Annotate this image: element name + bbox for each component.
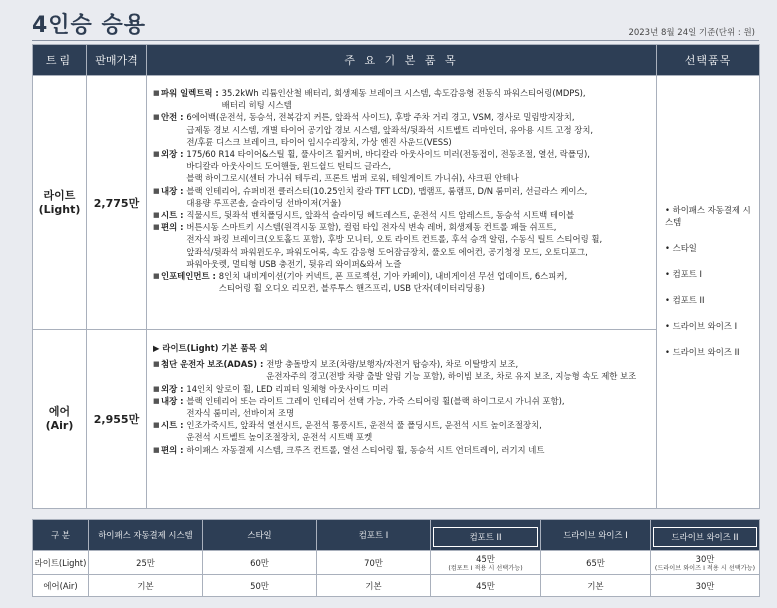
price-col-header: 하이패스 자동결제 시스템 [89,520,203,551]
spec-section [153,111,652,148]
spec-body [186,185,652,209]
spec-line: 버튼시동 스마트키 시스템(원격시동 포함), 컬럼 타입 전자식 변속 레버, 회생제동 컨트롤 패들 쉬프트, [186,222,557,233]
price-cell: 30만 (드라이브 와이즈 I 적용 시 선택가능) [651,551,760,575]
trim-air-sub: (Air) [45,419,74,432]
spec-line: 운전석 시트벨트 높이조절장치, 운전석 시트백 포켓 [186,432,373,443]
spec-body [186,221,652,270]
spec-line: 전자식 룸미러, 선바이저 조명 [186,408,295,419]
price-light: 2,775만 [87,76,147,330]
spec-heading: 첨단 운전자 보조(ADAS) : [161,359,267,370]
bullet-square-icon: ■ [153,384,160,393]
spec-heading: 내장 : [161,395,187,406]
spec-heading: 내장 : [161,185,187,196]
spec-section [153,419,652,443]
spec-section [153,87,652,111]
price-cell: 기본 [317,575,431,597]
spec-section [153,209,652,221]
trim-air-name: 에어 [48,405,71,418]
price-col-header: 컴포트 II [431,520,541,551]
option-item: • 드라이브 와이즈 II [665,347,740,357]
price-col-header: 컴포트 I [317,520,431,551]
spec-line: 6에어백(운전석, 동승석, 전복감지 커튼, 앞좌석 사이드), 후방 주차 거리 경고, VSM, 경사로 밀림방지장치, [186,112,575,123]
spec-section [153,270,652,294]
spec-line: 바디칼라 아웃사이드 도어핸들, 윈드쉴드 틴티드 글라스, [186,161,392,172]
spec-line: 직물시트, 뒷좌석 벤치폴딩시트, 앞좌석 슬라이딩 헤드레스트, 운전석 시트 암레스트, 동승석 시트백 테이블 [186,210,575,221]
spec-body [186,111,652,148]
col-header-options: 선택품목 [657,45,760,76]
price-cell: 65만 [541,551,651,575]
bullet-square-icon: ■ [153,445,160,454]
col-header-specs: 주 요 기 본 품 목 [147,45,657,76]
spec-line: 블랙 인테리어 또는 라이트 그레이 인테리어 선택 가능, 가죽 스티어링 휠(블랙 하이그로시 가니쉬 포함), [186,395,565,406]
price-cell: 기본 [89,575,203,597]
spec-heading: 편의 : [161,444,187,455]
spec-body [186,209,652,221]
spec-line: 배터리 히팅 시스템 [221,100,292,111]
price-note: (드라이브 와이즈 I 적용 시 선택가능) [654,564,756,572]
row-label: 라이트(Light) [33,551,89,575]
option-item: • 하이패스 자동결제 시스템 [665,205,751,227]
spec-body [266,358,652,382]
spec-line: 파워아웃렛, 멀티형 USB 충전기, 뒷유리 와이퍼&와셔 노즐 [186,258,402,269]
spec-line: 8인치 내비게이션(기아 커넥트, 폰 프로젝션, 기아 카페이), 내비게이션 무선 업데이트, 6스피커, [218,271,568,282]
price-cell: 60만 [203,551,317,575]
spec-body [186,444,652,456]
spec-line: 전방 충돌방지 보조(차량/보행자/자전거 탑승자), 차로 이탈방지 보조, [266,359,519,370]
spec-line: 급제동 경보 시스템, 개별 타이어 공기압 경보 시스템, 앞좌석/뒷좌석 시트벨트 리마인더, 유아용 시트 고정 장치, [186,124,594,135]
price-note: (컴포트 I 적용 시 선택가능) [448,564,523,572]
spec-line: 대용량 루프콘솔, 슬라이딩 선바이저(거울) [186,197,342,208]
price-col-header: 드라이브 와이즈 I [541,520,651,551]
title-divider [32,40,759,41]
spec-body [186,148,652,185]
bullet-square-icon: ■ [153,89,160,97]
price-air: 2,955만 [87,330,147,509]
spec-line: 블랙 하이그로시(센터 가니쉬 테두리, 프론트 범퍼 로워, 테일게이트 가니쉬), 샤크핀 안테나 [186,173,519,184]
price-col-header: 구 분 [33,520,89,551]
spec-section [153,395,652,419]
page-title: 4인승 승용 [32,13,146,38]
spec-line: 운전자주의 경고(전방 차량 출발 알림 기능 포함), 하이빔 보조, 차로 유지 보조, 지능형 속도 제한 보조 [266,371,637,382]
spec-line: 인조가죽시트, 앞좌석 열선시트, 운전석 통풍시트, 운전석 풀 폴딩시트, 운전석 시트 높이조절장치, [186,420,542,431]
bullet-square-icon: ■ [153,421,160,430]
price-cell: 기본 [541,575,651,597]
light-specs [147,76,657,330]
spec-line: 14인치 알로이 휠, LED 리피터 일체형 아웃사이드 미러 [186,383,389,394]
spec-line: 전자식 파킹 브레이크(오토홀드 포함), 후방 모니터, 오토 라이트 컨트롤, 후석 승객 알림, 수동식 틸트 스티어링 휠, [186,234,603,245]
bullet-square-icon: ■ [153,150,160,159]
price-cell: 45만 [431,575,541,597]
price-col-header: 드라이브 와이즈 II [651,520,760,551]
spec-body [219,270,652,294]
spec-section [153,185,652,209]
spec-section [153,221,652,270]
trim-air [33,330,87,509]
spec-line: 앞좌석/뒷좌석 파워윈도우, 파워도어록, 속도 감응형 도어잠금장치, 풀오토 에어컨, 공기청정 모드, 오토디포그, [186,246,588,257]
price-cell: 30만 [651,575,760,597]
options-list [657,76,760,509]
price-col-header: 스타일 [203,520,317,551]
trim-light-name: 라이트 [43,188,76,202]
spec-line: 하이패스 자동결제 시스템, 크루즈 컨트롤, 열선 스티어링 휠, 동승석 시트 언더트레이, 러기지 네트 [186,444,545,455]
option-item: • 컴포트 II [665,295,705,305]
option-item: • 드라이브 와이즈 I [665,321,738,331]
price-cell: 70만 [317,551,431,575]
air-specs [147,330,657,509]
spec-heading: 시트 : [161,420,187,431]
spec-line: 전/후륜 디스크 브레이크, 타이어 임시수리장치, 가상 엔진 사운드(VESS) [186,136,452,147]
option-item: • 스타일 [665,243,697,253]
row-label: 에어(Air) [33,575,89,597]
spec-body [186,419,652,443]
bullet-square-icon: ■ [153,272,160,281]
date-note: 2023년 8월 24일 기준(단위 : 원) [628,28,755,38]
col-header-price: 판매가격 [87,45,147,76]
spec-section [153,148,652,185]
spec-body [186,383,652,395]
bullet-square-icon: ■ [153,223,160,232]
bullet-square-icon: ■ [153,186,160,195]
spec-heading: 편의 : [161,222,187,233]
price-cell: 25만 [89,551,203,575]
bullet-square-icon: ■ [153,113,160,122]
option-price-table [32,519,760,597]
spec-body [186,395,652,419]
bullet-square-icon: ■ [153,396,160,405]
spec-heading: 시트 : [161,210,187,221]
price-cell: 50만 [203,575,317,597]
bullet-square-icon: ■ [153,211,160,220]
bullet-square-icon: ■ [153,360,160,369]
spec-line: 블랙 인테리어, 슈퍼비전 클러스터(10.25인치 칼라 TFT LCD), 맵램프, 룸램프, D/N 룸미러, 선글라스 케이스, [186,185,588,196]
spec-heading: 파워 일렉트릭 : [161,88,222,98]
spec-section [153,383,652,395]
option-item: • 컴포트 I [665,269,703,279]
trim-light [33,76,87,330]
spec-body [222,87,652,111]
spec-heading: 외장 : [161,383,187,394]
spec-line: 스티어링 휠 오디오 리모컨, 블루투스 핸즈프리, USB 단자(데이터리딩용) [218,283,485,294]
spec-line: 35.2kWh 리튬인산철 배터리, 회생제동 브레이크 시스템, 속도감응형 전동식 파워스티어링(MDPS), [221,88,586,98]
spec-heading: 안전 : [161,112,187,123]
spec-section [153,358,652,382]
spec-section [153,444,652,456]
spec-heading: 인포테인먼트 : [161,271,219,282]
spec-table [32,44,760,509]
spec-heading: 외장 : [161,149,187,160]
price-cell: 45만 (컴포트 I 적용 시 선택가능) [431,551,541,575]
table-row [33,575,760,597]
spec-line: 175/60 R14 타이어&스틸 휠, 풀사이즈 휠커버, 바디칼라 아웃사이드 미러(전동접이, 전동조절, 열선, 락폴딩), [186,149,590,160]
air-intro: ▶ 라이트(Light) 기본 품목 외 [153,343,268,353]
trim-light-sub: (Light) [38,202,81,216]
col-header-trim: 트림 [33,45,87,76]
table-row [33,551,760,575]
